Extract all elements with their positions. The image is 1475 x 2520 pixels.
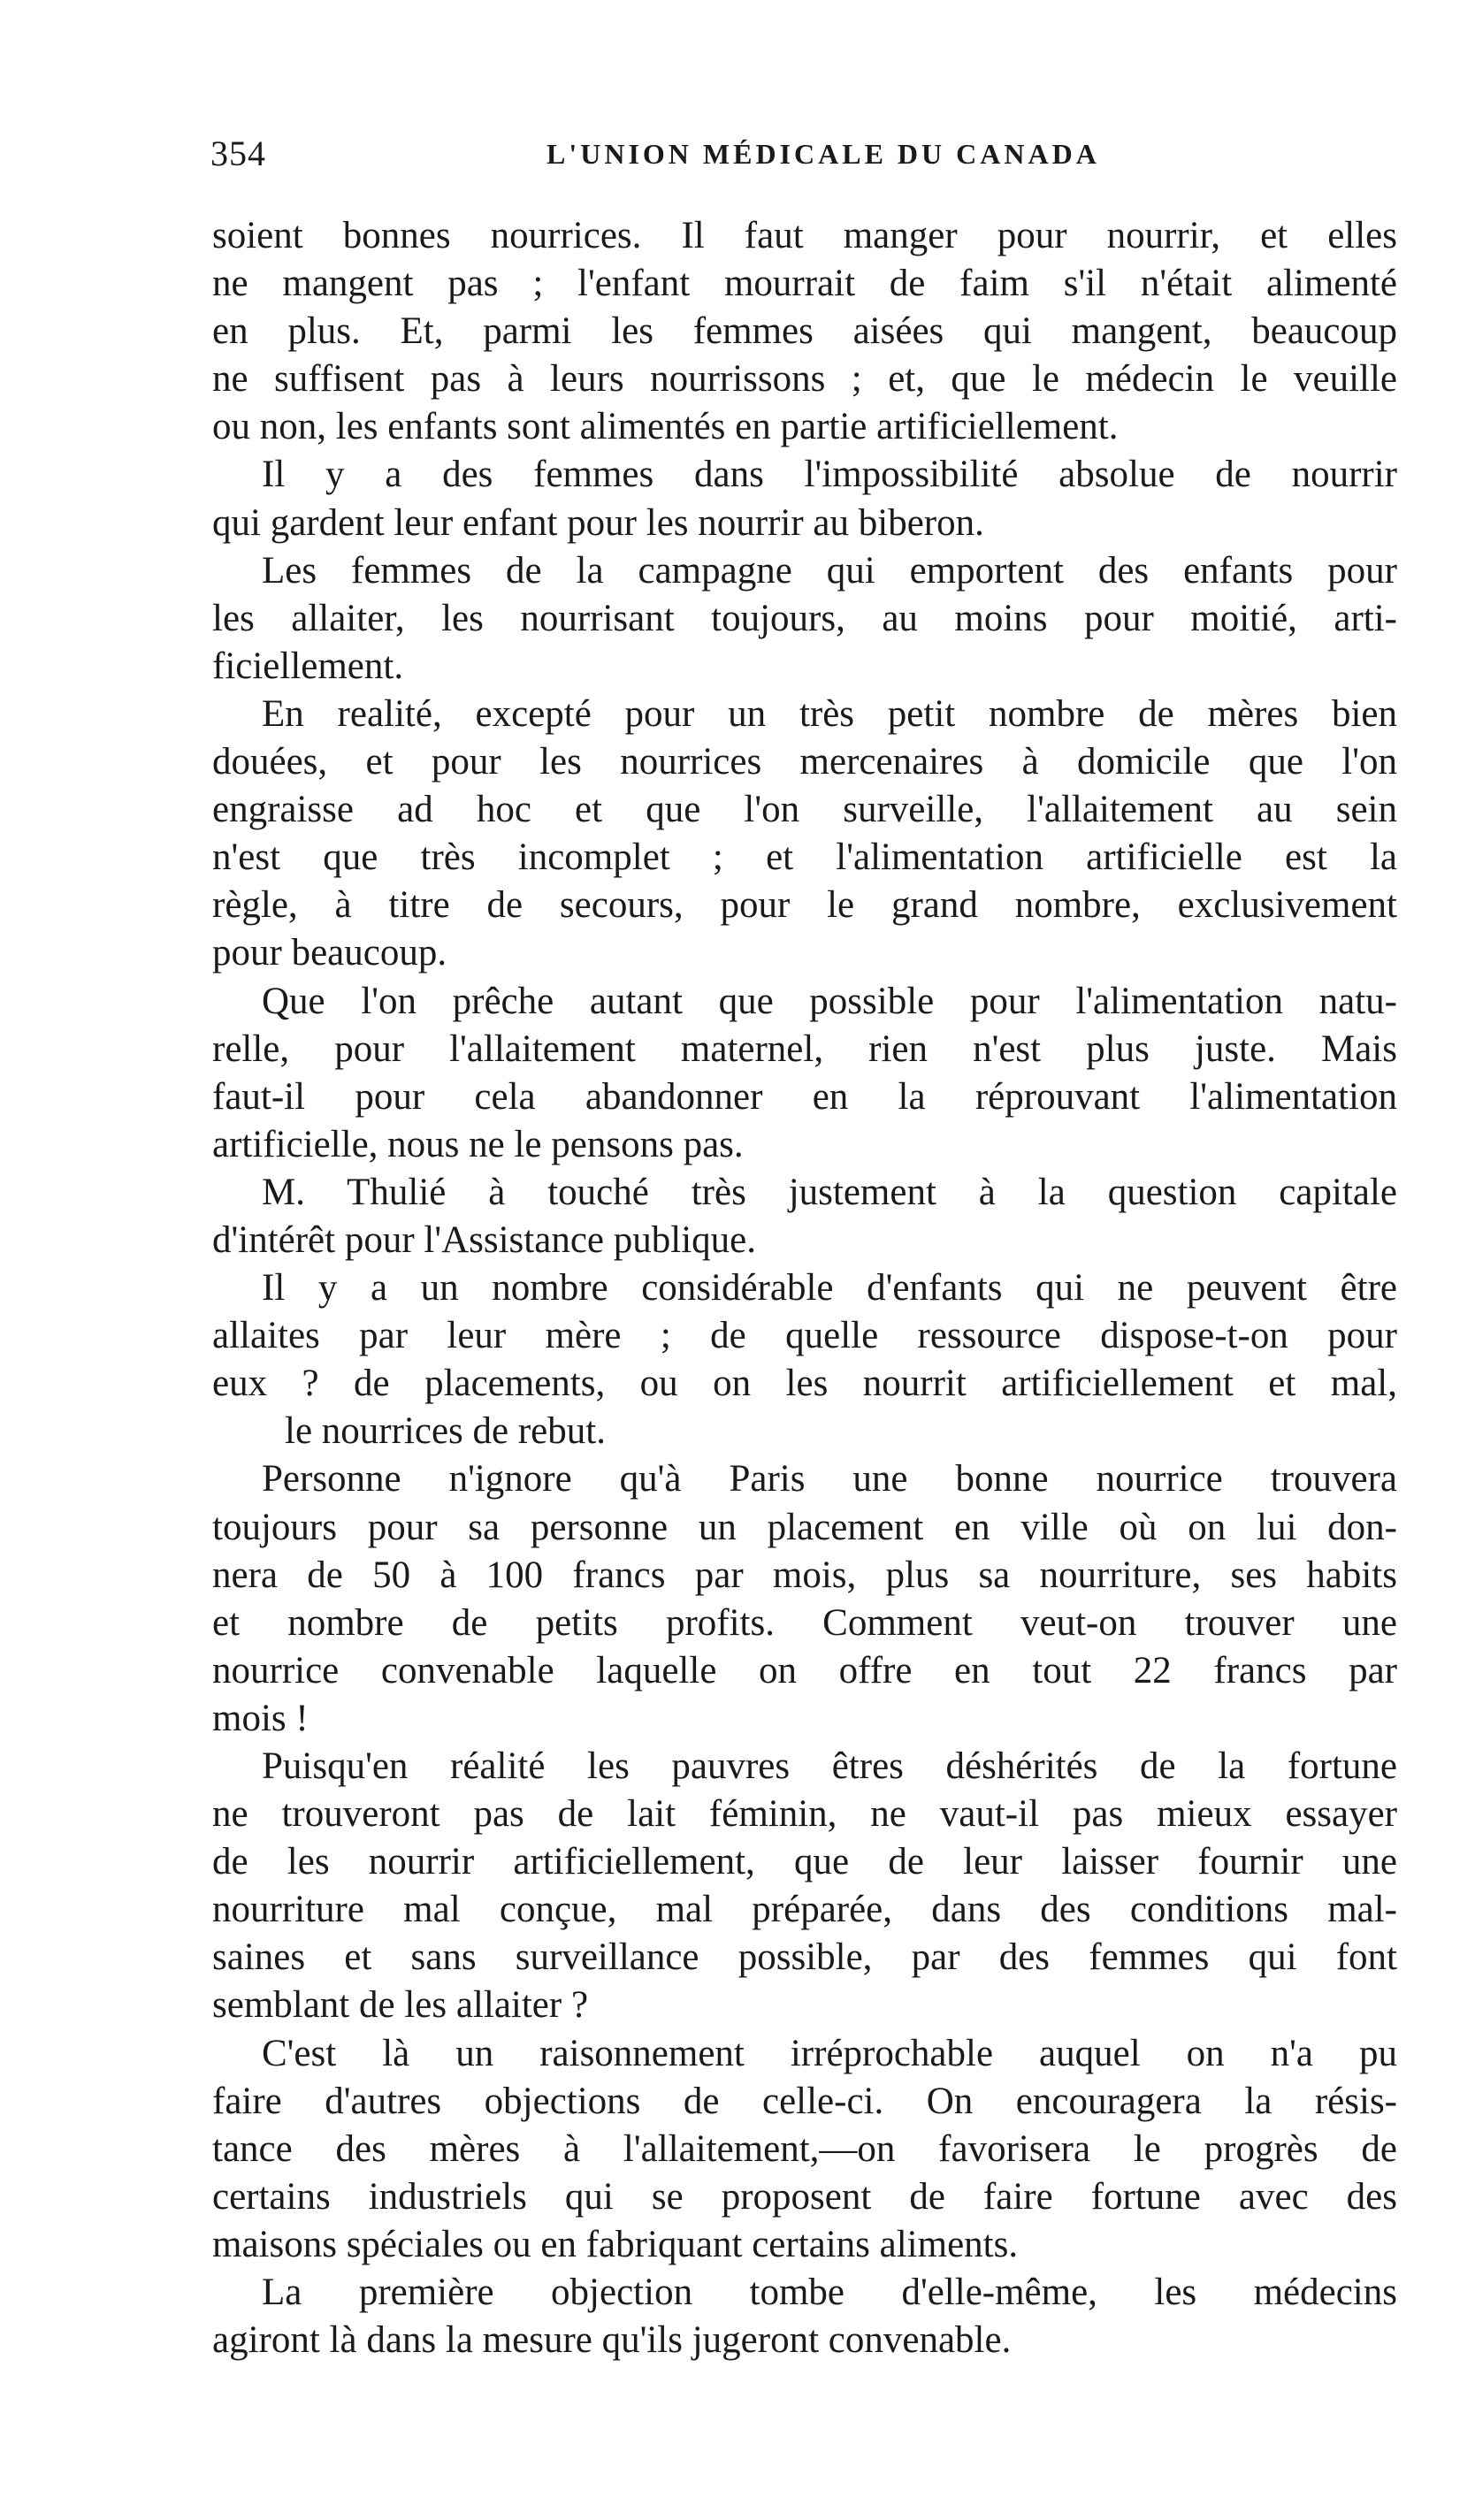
text-line: ne suffisent pas à leurs nourrissons ; et, que le médecin le veuille <box>212 358 1397 401</box>
text-line: n'est que très incomplet ; et l'alimentation artificielle est la <box>212 836 1397 879</box>
text-line: ne trouveront pas de lait féminin, ne vaut-il pas mieux essayer <box>212 1793 1397 1836</box>
text-line: allaites par leur mère ; de quelle ressource dispose-t-on pour <box>212 1315 1397 1357</box>
text-line: En realité, excepté pour un très petit nombre de mères bien <box>262 692 1397 735</box>
text-line: eux ? de placements, ou on les nourrit artificiellement et mal, <box>212 1363 1397 1405</box>
text-line: Puisqu'en réalité les pauvres êtres déshérités de la fortune <box>262 1745 1397 1787</box>
text-line: faut-il pour cela abandonner en la réprouvant l'alimentation <box>212 1075 1397 1118</box>
text-line: Il y a un nombre considérable d'enfants qui ne peuvent être <box>262 1267 1397 1310</box>
text-line: règle, à titre de secours, pour le grand nombre, exclusivement <box>212 884 1397 927</box>
text-line: saines et sans surveillance possible, par des femmes qui font <box>212 1936 1397 1979</box>
text-line: Il y a des femmes dans l'impossibilité absolue de nourrir <box>262 454 1397 496</box>
text-line: nera de 50 à 100 francs par mois, plus sa nourriture, ses habits <box>212 1554 1397 1596</box>
text-line: Les femmes de la campagne qui emportent des enfants pour <box>262 549 1397 592</box>
text-line: La première objection tombe d'elle-même, les médecins <box>262 2272 1397 2314</box>
text-line: les allaiter, les nourrisant toujours, au moins pour moitié, arti- <box>212 597 1397 639</box>
text-line: faire d'autres objections de celle-ci. On encouragera la résis- <box>212 2080 1397 2122</box>
text-line: pour beaucoup. <box>212 932 447 974</box>
text-line: Personne n'ignore qu'à Paris une bonne nourrice trouvera <box>262 1458 1397 1501</box>
text-line: semblant de les allaiter ? <box>212 1984 589 2027</box>
running-title: L'UNION MÉDICALE DU CANADA <box>546 138 1100 170</box>
text-line: C'est là un raisonnement irréprochable auquel on n'a pu <box>262 2032 1397 2074</box>
text-line: le nourrices de rebut. <box>285 1410 606 1453</box>
text-line: mois ! <box>212 1697 309 1739</box>
text-line: tance des mères à l'allaitement,—on favorisera le progrès de <box>212 2127 1397 2170</box>
text-line: artificielle, nous ne le pensons pas. <box>212 1123 744 1165</box>
text-line: ou non, les enfants sont alimentés en partie artificiellement. <box>212 406 1119 448</box>
text-line: et nombre de petits profits. Comment veut-on trouver une <box>212 1601 1397 1644</box>
text-line: douées, et pour les nourrices mercenaires à domicile que l'on <box>212 741 1397 783</box>
text-line: de les nourrir artificiellement, que de leur laisser fournir une <box>212 1841 1397 1883</box>
text-line: nourriture mal conçue, mal préparée, dans des conditions mal- <box>212 1889 1397 1931</box>
text-line: nourrice convenable laquelle on offre en tout 22 francs par <box>212 1649 1397 1691</box>
text-line: en plus. Et, parmi les femmes aisées qui mangent, beaucoup <box>212 310 1397 353</box>
text-line: toujours pour sa personne un placement en ville où on lui don- <box>212 1506 1397 1548</box>
body-text <box>212 212 1397 2364</box>
text-line: relle, pour l'allaitement maternel, rien n'est plus juste. Mais <box>212 1027 1397 1070</box>
text-line: engraisse ad hoc et que l'on surveille, l'allaitement au sein <box>212 789 1397 831</box>
page-header <box>210 133 1395 186</box>
text-line: d'intérêt pour l'Assistance publique. <box>212 1218 756 1261</box>
text-line: soient bonnes nourrices. Il faut manger pour nourrir, et elles <box>212 215 1397 256</box>
text-line: certains industriels qui se proposent de faire fortune avec des <box>212 2175 1397 2218</box>
text-line: Que l'on prêche autant que possible pour l'alimentation natu- <box>262 980 1397 1022</box>
text-line: agiront là dans la mesure qu'ils jugeront convenable. <box>212 2319 1012 2362</box>
text-line: maisons spéciales ou en fabriquant certains aliments. <box>212 2223 1019 2265</box>
text-line: qui gardent leur enfant pour les nourrir au biberon. <box>212 501 984 544</box>
page-number: 354 <box>210 134 266 173</box>
text-line: ne mangent pas ; l'enfant mourrait de faim s'il n'était alimenté <box>212 263 1397 305</box>
text-line: M. Thulié à touché très justement à la question capitale <box>262 1171 1397 1213</box>
text-line: ficiellement. <box>212 645 404 687</box>
